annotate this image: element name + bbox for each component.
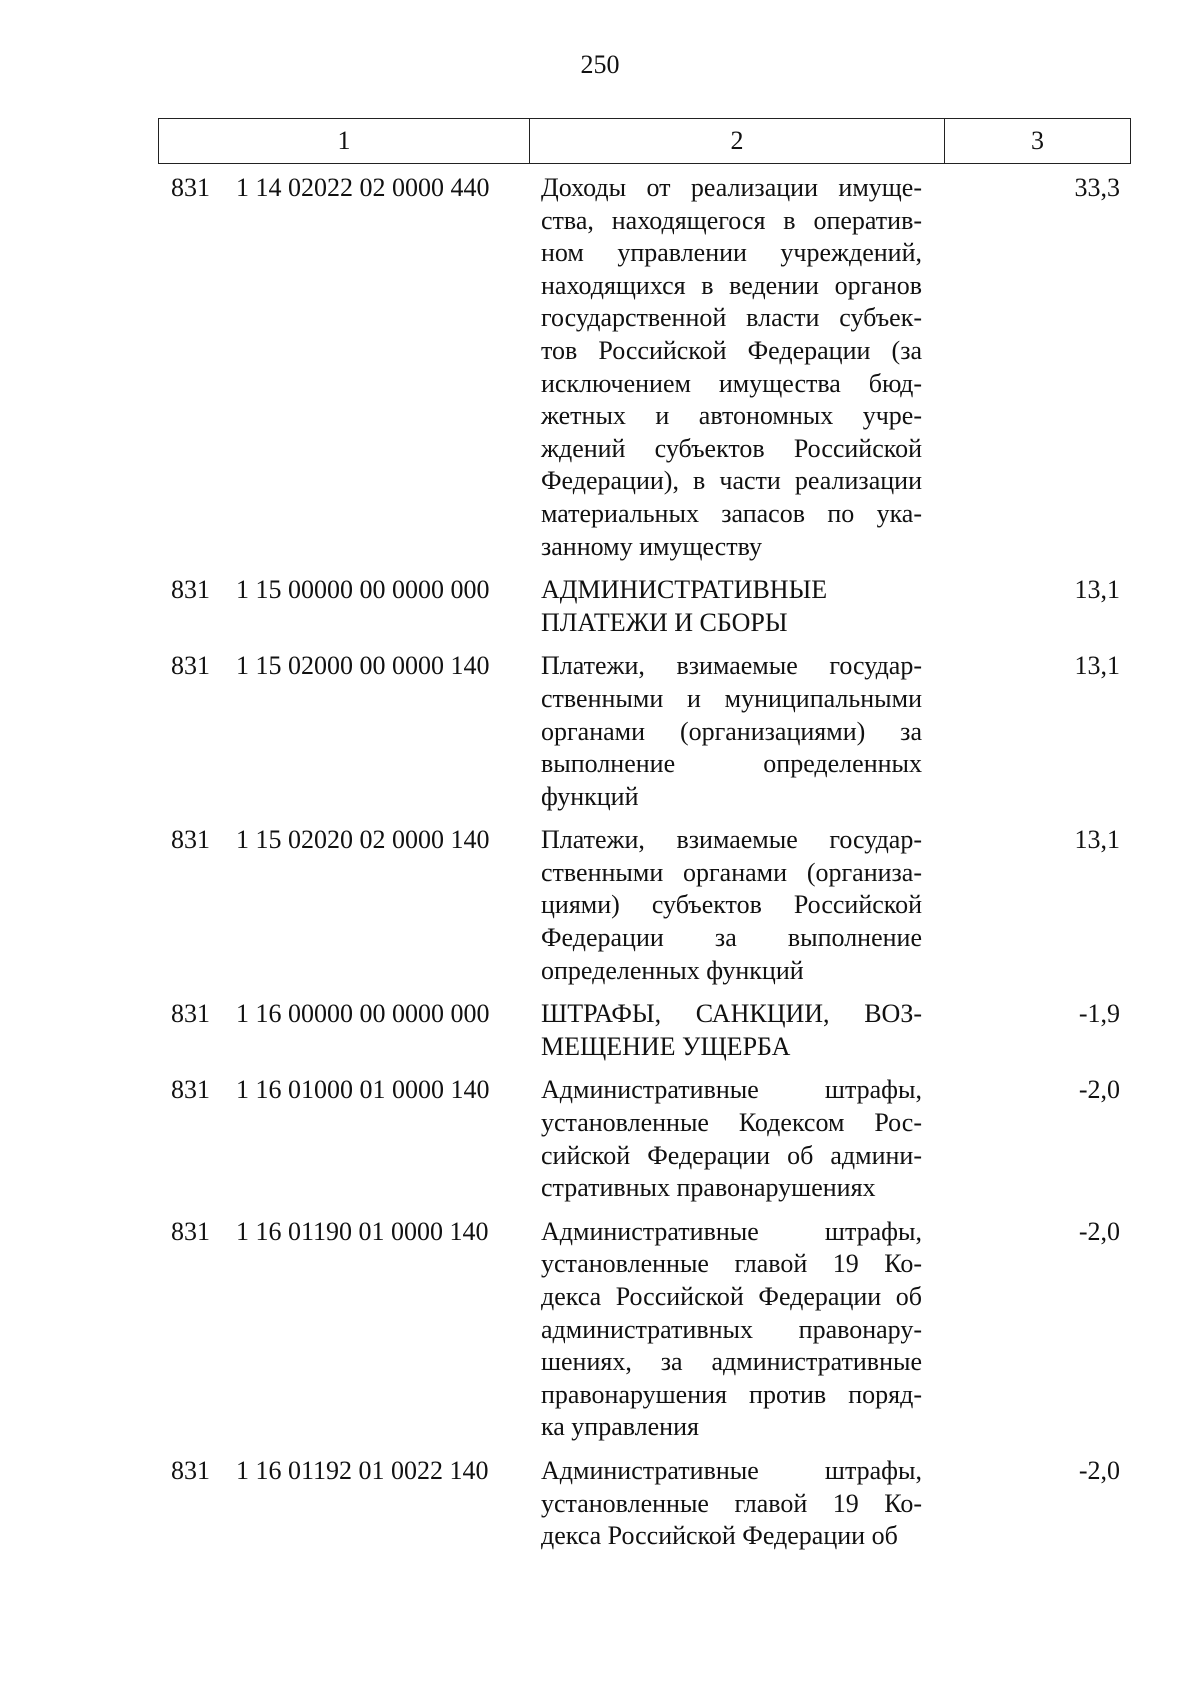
amount-cell: 33,3 [1074, 173, 1120, 202]
revenue-name-line: Административные штрафы, [541, 1075, 922, 1105]
revenue-name-line: стративных правонарушениях [541, 1173, 876, 1203]
revenue-name-cell [529, 574, 944, 639]
revenue-name-line: Доходы от реализации имуще- [541, 173, 922, 202]
revenue-name-line: Административные штрафы, [541, 1216, 922, 1246]
revenue-name-line: циями) субъектов Российской [541, 890, 922, 920]
revenue-name-cell [529, 1074, 944, 1204]
revenue-name-line: органами (организациями) за [541, 716, 922, 746]
revenue-name-line: жетных и автономных учре- [541, 401, 922, 431]
table-body [158, 172, 1131, 1564]
budget-code-cell: 1 16 01000 01 0000 140 [236, 1075, 490, 1105]
table-header-col-2: 2 [530, 119, 945, 163]
table-header-col-3: 3 [1031, 126, 1044, 155]
revenue-name-line: материальных запасов по ука- [541, 498, 922, 528]
budget-code-cell: 1 15 02020 02 0000 140 [236, 825, 490, 855]
revenue-name-line: ждений субъектов Российской [541, 433, 922, 463]
revenue-name-line: ственными и муниципальными [541, 683, 922, 713]
table-row [158, 824, 1131, 987]
admin-code-cell: 831 [171, 1455, 210, 1485]
revenue-name-line: тов Российской Федерации (за [541, 335, 922, 365]
revenue-name-line: установленные главой 19 Ко- [541, 1488, 922, 1518]
revenue-name-line: Платежи, взимаемые государ- [541, 825, 922, 855]
revenue-name-cell [529, 172, 944, 563]
amount-cell: -2,0 [1078, 1075, 1120, 1105]
revenue-name-line: установленные главой 19 Ко- [541, 1249, 922, 1279]
table-row [158, 1455, 1131, 1553]
budget-code-cell: 1 15 00000 00 0000 000 [236, 575, 490, 605]
amount-cell: -1,9 [1078, 999, 1120, 1029]
table-row [158, 1216, 1131, 1444]
revenue-name-line: АДМИНИСТРАТИВНЫЕ [541, 575, 828, 605]
budget-code-cell: 1 16 01192 01 0022 140 [236, 1455, 489, 1485]
revenue-name-line: определенных функций [541, 955, 804, 985]
revenue-name-line: ПЛАТЕЖИ И СБОРЫ [541, 607, 788, 637]
table-header-col-1: 1 [159, 119, 530, 163]
budget-code-cell: 1 14 02022 02 0000 440 [236, 173, 490, 202]
revenue-name-line: исключением имущества бюд- [541, 368, 922, 398]
revenue-name-line: ка управления [541, 1412, 699, 1442]
revenue-name-cell [529, 1216, 944, 1444]
revenue-name-line: ства, находящегося в оператив- [541, 205, 922, 235]
table-header [158, 118, 1131, 164]
revenue-name-line: МЕЩЕНИЕ УЩЕРБА [541, 1031, 791, 1061]
revenue-name-line: занному имуществу [541, 531, 762, 561]
admin-code-cell: 831 [171, 999, 210, 1029]
revenue-name-line: государственной власти субъек- [541, 303, 922, 333]
amount-cell: -2,0 [1078, 1455, 1120, 1485]
admin-code-cell: 831 [171, 173, 210, 202]
admin-code-cell: 831 [171, 825, 210, 855]
budget-code-cell: 1 16 01190 01 0000 140 [236, 1216, 489, 1246]
revenue-name-line: сийской Федерации об админи- [541, 1140, 922, 1170]
revenue-name-line: ном управлении учреждений, [541, 238, 922, 268]
amount-cell: 13,1 [1074, 575, 1120, 605]
revenue-name-cell [529, 1455, 944, 1553]
budget-code-cell: 1 15 02000 00 0000 140 [236, 651, 490, 681]
table-row [158, 998, 1131, 1063]
revenue-name-line: находящихся в ведении органов [541, 270, 922, 300]
table-row [158, 650, 1131, 813]
revenue-name-cell [529, 650, 944, 813]
table-row [158, 172, 1131, 563]
revenue-name-line: административных правонару- [541, 1314, 922, 1344]
revenue-name-line: ШТРАФЫ, САНКЦИИ, ВОЗ- [541, 999, 922, 1029]
revenue-name-cell [529, 824, 944, 987]
revenue-name-line: Федерации), в части реализации [541, 466, 922, 496]
admin-code-cell: 831 [171, 575, 210, 605]
admin-code-cell: 831 [171, 1075, 210, 1105]
amount-cell: 13,1 [1074, 651, 1120, 681]
revenue-name-line: правонарушения против поряд- [541, 1379, 922, 1409]
revenue-name-line: функций [541, 781, 639, 811]
admin-code-cell: 831 [171, 1216, 210, 1246]
revenue-name-line: декса Российской Федерации об [541, 1521, 898, 1551]
revenue-name-line: Платежи, взимаемые государ- [541, 651, 922, 681]
admin-code-cell: 831 [171, 651, 210, 681]
page-number: 250 [580, 50, 620, 79]
table-row [158, 1074, 1131, 1204]
revenue-name-cell [529, 998, 944, 1063]
revenue-name-line: установленные Кодексом Рос- [541, 1108, 922, 1138]
budget-code-cell: 1 16 00000 00 0000 000 [236, 999, 490, 1029]
revenue-name-line: шениях, за административные [541, 1347, 922, 1377]
table-row [158, 574, 1131, 639]
amount-cell: -2,0 [1078, 1216, 1120, 1246]
revenue-name-line: декса Российской Федерации об [541, 1282, 922, 1311]
revenue-name-line: Федерации за выполнение [541, 923, 922, 953]
amount-cell: 13,1 [1074, 825, 1120, 855]
revenue-name-line: Административные штрафы, [541, 1455, 922, 1485]
revenue-name-line: ственными органами (организа- [541, 857, 922, 887]
revenue-name-line: выполнение определенных [541, 749, 922, 779]
